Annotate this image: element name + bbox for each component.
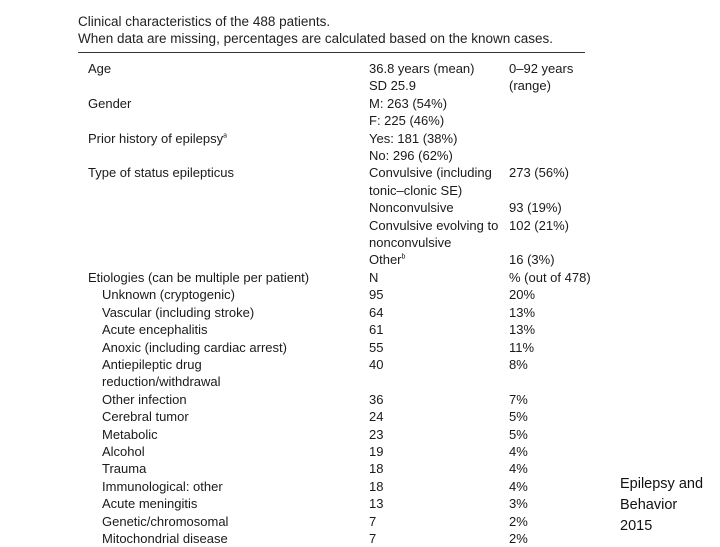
table-cell-c2 [369,530,509,547]
cell-text: Yes: 181 (38%) [369,130,458,146]
table-cell-c2 [369,495,509,512]
table-cell-c3 [509,199,609,216]
table-cell-c2 [369,269,509,286]
cell-text: Other infection [102,391,187,407]
table-row [88,217,609,234]
cell-text: (range) [509,78,551,94]
cell-text: Trauma [102,461,147,477]
cell-text: Acute meningitis [102,496,198,512]
table-cell-c2 [369,426,509,443]
table-cell-c3 [509,495,609,512]
cell-text: 55 [369,339,384,355]
cell-text: 20% [509,287,536,303]
table-row [88,426,609,443]
cell-text: N [369,269,379,285]
table-row [88,391,609,408]
table-row [88,130,609,147]
table-row [88,234,609,251]
table-cell-c3 [509,95,609,112]
cell-text: Other [369,252,402,268]
cell-text: 13% [509,322,536,338]
table-cell-c3 [509,530,609,547]
cell-text: Alcohol [102,443,145,459]
table-cell-c1 [88,269,369,286]
table-cell-c2 [369,286,509,303]
table-cell-c1 [88,147,369,164]
table-cell-c3 [509,182,609,199]
table-cell-c2 [369,478,509,495]
table-cell-c3 [509,443,609,460]
table-cell-c2 [369,408,509,425]
cell-text: reduction/withdrawal [102,374,221,390]
table-cell-c1 [88,112,369,129]
table-cell-c1 [88,478,369,495]
table-cell-c1 [88,495,369,512]
citation-line-1: Epilepsy and [620,476,704,492]
table-row [88,286,609,303]
cell-text: 4% [509,461,528,477]
table-cell-c1 [88,460,369,477]
cell-text: 7 [369,513,377,529]
cell-text: 7% [509,391,528,407]
table-row [88,495,609,512]
cell-text: 18 [369,478,384,494]
table-cell-c1 [88,443,369,460]
table-cell-c1 [88,60,369,77]
cell-text: 18 [369,461,384,477]
table-cell-c2 [369,95,509,112]
cell-text: Prior history of epilepsy [88,130,224,146]
cell-text: 0–92 years [509,61,574,76]
table-cell-c1 [88,513,369,530]
table-cell-c3 [509,356,609,373]
cell-text: 4% [509,478,528,494]
table-cell-c1 [88,339,369,356]
table-cell-c1 [88,321,369,338]
cell-text: 95 [369,287,384,303]
cell-text: SD 25.9 [369,78,416,94]
table-row [88,530,609,547]
table-cell-c3 [509,460,609,477]
cell-text: Nonconvulsive [369,200,454,216]
table-row [88,112,609,129]
clinical-characteristics-table [88,60,609,547]
cell-text: Anoxic (including cardiac arrest) [102,339,287,355]
table-cell-c1 [88,356,369,373]
table-row [88,356,609,373]
table-cell-c1 [88,251,369,268]
cell-text: 16 (3%) [509,252,555,268]
cell-text: F: 225 (46%) [369,113,445,129]
cell-text: Vascular (including stroke) [102,304,255,320]
cell-text: 3% [509,496,528,512]
table-cell-c2 [369,147,509,164]
cell-text: Metabolic [102,426,158,442]
table-cell-c1 [88,286,369,303]
table-row [88,513,609,530]
table-cell-c1 [88,408,369,425]
table-cell-c3 [509,304,609,321]
table-cell-c1 [88,234,369,251]
cell-text: Convulsive (including [369,165,492,181]
table-cell-c3 [509,269,609,286]
cell-text: nonconvulsive [369,235,452,251]
table-cell-c2 [369,321,509,338]
table-row [88,269,609,286]
table-cell-c3 [509,408,609,425]
table-cell-c1 [88,391,369,408]
table-cell-c1 [88,199,369,216]
table-cell-c2 [369,443,509,460]
table-cell-c2 [369,182,509,199]
table-cell-c3 [509,217,609,234]
table-row [88,147,609,164]
caption-line-1: Clinical characteristics of the 488 patients. [78,14,331,29]
table-row [88,304,609,321]
table-cell-c3 [509,112,609,129]
footnote-marker: a [223,132,228,140]
footnote-marker: b [401,254,406,262]
table-cell-c2 [369,251,509,268]
table-cell-c1 [88,77,369,94]
table-row [88,60,609,77]
table-cell-c3 [509,339,609,356]
cell-text: Type of status epilepticus [88,165,234,181]
cell-text: 13% [509,304,536,320]
table-cell-c2 [369,112,509,129]
cell-text: Gender [88,95,132,111]
cell-text: 2% [509,530,528,546]
cell-text: Convulsive evolving to [369,217,499,233]
citation [620,474,703,537]
table-cell-c1 [88,373,369,390]
table-cell-c2 [369,391,509,408]
table-cell-c2 [369,304,509,321]
table-cell-c1 [88,130,369,147]
cell-text: 23 [369,426,384,442]
cell-text: 273 (56%) [509,165,569,181]
table-caption [78,13,553,47]
table-cell-c2 [369,164,509,181]
table-cell-c1 [88,164,369,181]
table-row [88,443,609,460]
cell-text: 93 (19%) [509,200,562,216]
table-row [88,339,609,356]
table-row [88,95,609,112]
table-cell-c2 [369,60,509,77]
table-cell-c1 [88,304,369,321]
table-cell-c3 [509,77,609,94]
table-body [88,60,609,547]
cell-text: 40 [369,356,384,372]
table-cell-c2 [369,356,509,373]
table-cell-c3 [509,426,609,443]
cell-text: 61 [369,322,384,338]
table-cell-c3 [509,234,609,251]
table-cell-c3 [509,321,609,338]
citation-line-3: 2015 [620,518,653,534]
cell-text: 8% [509,356,528,372]
caption-line-2: When data are missing, percentages are calculated based on the known cases. [78,31,554,46]
table-cell-c3 [509,251,609,268]
table-row [88,321,609,338]
table-cell-c3 [509,286,609,303]
cell-text: 7 [369,530,377,546]
table-cell-c3 [509,60,609,77]
table-cell-c3 [509,513,609,530]
table-cell-c1 [88,530,369,547]
table-cell-c2 [369,199,509,216]
cell-text: Unknown (cryptogenic) [102,287,235,303]
table-cell-c1 [88,95,369,112]
cell-text: 13 [369,496,384,512]
table-row [88,182,609,199]
cell-text: 102 (21%) [509,217,569,233]
table-cell-c3 [509,391,609,408]
table-cell-c2 [369,373,509,390]
table-cell-c1 [88,217,369,234]
cell-text: Etiologies (can be multiple per patient) [88,269,310,285]
cell-text: 2% [509,513,528,529]
cell-text: tonic–clonic SE) [369,182,463,198]
table-cell-c1 [88,426,369,443]
cell-text: No: 296 (62%) [369,148,453,164]
cell-text: % (out of 478) [509,269,591,285]
cell-text: Mitochondrial disease [102,530,228,546]
cell-text: Genetic/chromosomal [102,513,229,529]
table-row [88,251,609,268]
cell-text: Age [88,61,112,76]
cell-text: Acute encephalitis [102,322,208,338]
cell-text: Antiepileptic drug [102,356,202,372]
table-row [88,373,609,390]
cell-text: Cerebral tumor [102,409,189,425]
table-row [88,408,609,425]
table-cell-c2 [369,339,509,356]
table-row [88,478,609,495]
cell-text: Immunological: other [102,478,223,494]
table-cell-c3 [509,373,609,390]
cell-text: 4% [509,443,528,459]
table-cell-c1 [88,182,369,199]
table-row [88,164,609,181]
table-row [88,199,609,216]
table-cell-c3 [509,164,609,181]
cell-text: M: 263 (54%) [369,95,448,111]
table-cell-c3 [509,147,609,164]
cell-text: 19 [369,443,384,459]
table-cell-c2 [369,460,509,477]
table-cell-c3 [509,478,609,495]
cell-text: 24 [369,409,384,425]
cell-text: 5% [509,409,528,425]
table-cell-c2 [369,513,509,530]
table-row [88,77,609,94]
cell-text: 36 [369,391,384,407]
cell-text: 11% [509,339,535,355]
table-cell-c3 [509,130,609,147]
cell-text: 64 [369,304,384,320]
table-row [88,460,609,477]
table-top-rule [78,52,585,53]
table-cell-c2 [369,77,509,94]
cell-text: 5% [509,426,528,442]
cell-text: 36.8 years (mean) [369,61,475,76]
table-cell-c2 [369,234,509,251]
table-cell-c2 [369,130,509,147]
table-cell-c2 [369,217,509,234]
citation-line-2: Behavior [620,497,678,513]
